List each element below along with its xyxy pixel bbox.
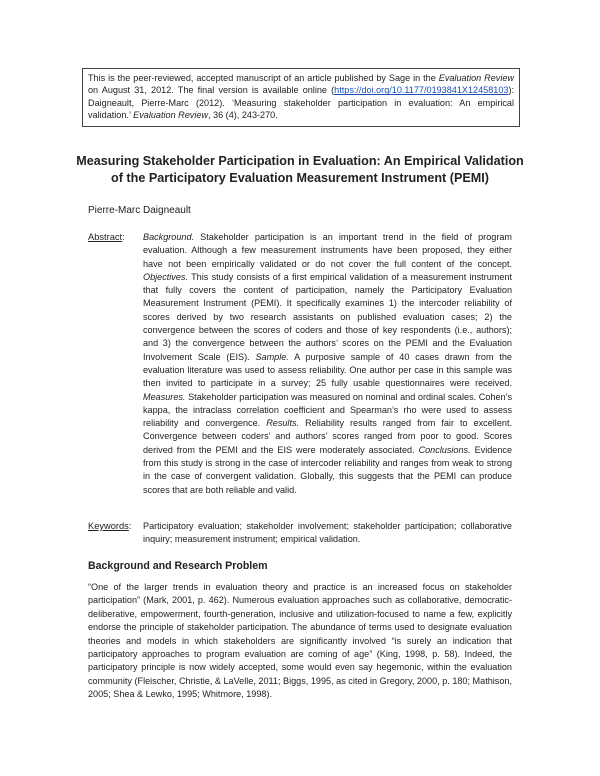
abstract-heading-conclusions: Conclusions.: [418, 444, 471, 455]
publication-notice-box: [82, 68, 520, 127]
abstract-results: Reliability results ranged from fair to excellent. Convergence between coders’ and authors’ scores ranged from poor to good. Scores derived from the PEMI and the EIS were moderately associated.: [143, 418, 512, 455]
abstract-heading-background: Background.: [143, 232, 195, 242]
abstract-text: [143, 231, 512, 497]
abstract-heading-measures: Measures.: [143, 391, 186, 402]
abstract-background: Stakeholder participation is an important trend in the field of program evaluation. Although a few measurement instruments have been proposed, they either have not been empirically validated or do not cover the full content of the concept.: [143, 232, 512, 269]
notice-text-2: on August 31, 2012. The final version is available online (: [88, 85, 335, 96]
abstract-heading-sample: Sample.: [255, 351, 289, 362]
keywords-label-text: Keywords: [88, 521, 129, 531]
section-heading: Background and Research Problem: [88, 560, 268, 572]
keywords-label-colon: :: [128, 521, 132, 531]
notice-text-3: ): Daigneault, Pierre-Marc (2012). ‘Measuring stakeholder participation in evaluation: An empirical validation.’: [88, 85, 514, 121]
abstract-sample: A purposive sample of 40 cases drawn from the evaluation literature was used to assess reliability. One author per case in this sample was then invited to participate in a survey; 25 fully usable questionnaires were received.: [143, 351, 512, 389]
abstract-heading-objectives: Objectives.: [143, 271, 188, 282]
doi-link[interactable]: https://doi.org/10.1177/0193841X12458103: [334, 85, 509, 96]
paper-title: [70, 153, 530, 187]
notice-journal-name: Evaluation Review: [438, 73, 514, 83]
keywords-text: Participatory evaluation; stakeholder involvement; stakeholder participation; collaborative inquiry; measurement instrument; empirical validation.: [143, 521, 512, 545]
section-body-text: “One of the larger trends in evaluation theory and practice is an increased focus on stakeholder participation” (Mark, 2001, p. 462). Numerous evaluation approaches such as collaborative, democratic-deliberative, empowerment, fourth-generation, inclusive and utilization-focused to name a few, explicitly endorse the principle of stakeholder participation. The abundance of terms used to designate evaluation theories and models in which stakeholders are significantly involved “is surely an indication that participatory approaches to program evaluation are coming of age” (King, 1998, p. 58). Indeed, the participatory principle is now widely accepted, some would even say hegemonic, within the evaluation community (Fleischer, Christie, & LaVelle, 2011; Biggs, 1995, as cited in Gregory, 2000, p. 180; Mathison, 2005; Shea & Lewko, 1995; Whitmore, 1998).: [88, 582, 512, 700]
abstract-conclusions: Evidence from this study is strong in the case of intercoder reliability and ranges from weak to strong in the case of convergent validation. Globally, this suggests that the PEMI can produce scores that are both reliable and valid.: [143, 444, 513, 495]
author-name: Pierre-Marc Daigneault: [88, 205, 191, 216]
abstract-heading-results: Results.: [266, 418, 300, 429]
abstract-objectives: This study consists of a first empirical validation of a measurement instrument that fully covers the content of participation, namely the Participatory Evaluation Measurement Instrument (PEMI). It specifically examines 1) the intercoder reliability of scores derived by two research assistants on published evaluation cases; 2) the convergence between the scores of coders and those of key respondents (i.e., authors); and 3) the convergence between the authors’ scores on the PEMI and the Evaluation Involvement Scale (EIS).: [143, 271, 512, 362]
keywords-label: [88, 520, 131, 533]
abstract-measures: Stakeholder participation was measured on nominal and ordinal scales. Cohen’s kappa, the intraclass correlation coefficient and Spearman’s rho were used to assess reliability and convergence.: [143, 391, 512, 429]
abstract-label-text: Abstract: [88, 232, 123, 242]
notice-text-4: , 36 (4), 243-270.: [207, 110, 278, 121]
title-line-2: of the Participatory Evaluation Measurement Instrument (PEMI): [111, 171, 489, 185]
title-line-1: Measuring Stakeholder Participation in Evaluation: An Empirical Validation: [76, 154, 524, 168]
abstract-label-colon: :: [122, 232, 125, 242]
notice-text-1: This is the peer-reviewed, accepted manuscript of an article published by Sage in the: [88, 73, 439, 83]
notice-journal-ref: Evaluation Review: [133, 110, 208, 121]
abstract-label: [88, 231, 125, 244]
